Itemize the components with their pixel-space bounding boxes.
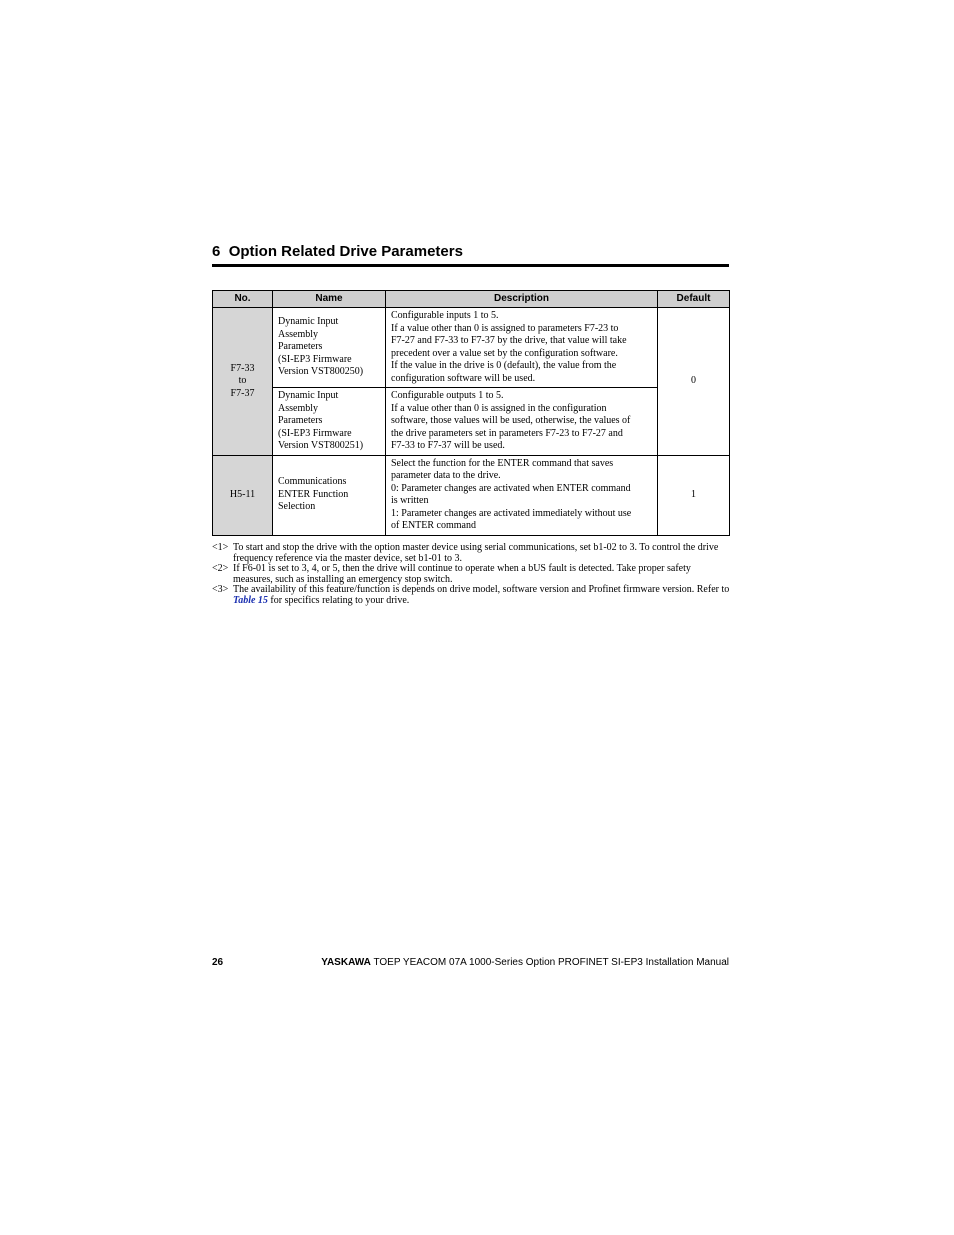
table-15-link[interactable]: Table 15 <box>233 594 268 606</box>
table-header-row <box>213 291 730 308</box>
name-line: Version VST800250) <box>278 366 364 378</box>
table-row <box>213 308 730 388</box>
footnote-3 <box>212 585 732 606</box>
desc-line: Configurable outputs 1 to 5. <box>391 390 504 401</box>
footnote-tag: <1> <box>212 542 229 553</box>
desc-line: precedent over a value set by the configuration software. <box>391 347 618 359</box>
desc-line: parameter data to the drive. <box>391 470 501 481</box>
param-name-enter-function <box>273 455 386 535</box>
name-line: Dynamic Input <box>278 390 339 401</box>
param-number-line: F7-33 <box>230 362 255 374</box>
param-description-outputs <box>386 388 658 456</box>
header-default: Default <box>658 291 730 308</box>
name-line: Parameters <box>278 415 323 426</box>
desc-line: 0: Parameter changes are activated when ENTER command <box>391 482 631 494</box>
desc-line: configuration software will be used. <box>391 372 536 384</box>
page-number: 26 <box>212 957 224 968</box>
footnote-tag: <3> <box>212 584 229 596</box>
desc-line: is written <box>391 495 429 506</box>
name-line: (SI-EP3 Firmware <box>278 427 352 439</box>
name-line: Communications <box>278 476 347 488</box>
desc-line: the drive parameters set in parameters F7-23 to F7-27 and <box>391 427 623 439</box>
manual-name: TOEP YEACOM 07A 1000-Series Option PROFINET SI-EP3 Installation Manual <box>370 957 729 968</box>
footnotes <box>212 543 732 607</box>
manual-title <box>321 957 729 968</box>
param-default-h5-11: 1 <box>658 455 730 535</box>
header-name: Name <box>273 291 386 308</box>
table-row <box>213 455 730 535</box>
name-line: Selection <box>278 501 316 513</box>
param-name-input-assembly <box>273 308 386 388</box>
name-line: Assembly <box>278 328 318 340</box>
desc-line: F7-27 and F7-33 to F7-37 by the drive, that value will take <box>391 335 627 346</box>
desc-line: If a value other than 0 is assigned in the configuration <box>391 402 607 414</box>
header-description: Description <box>386 291 658 308</box>
section-number: 6 <box>212 243 221 260</box>
desc-line: Configurable inputs 1 to 5. <box>391 310 499 321</box>
parameter-table <box>212 290 730 536</box>
footnote-text: If F6-01 is set to 3, 4, or 5, then the drive will continue to operate when a bUS fault is detected. Take proper safety measures, such as installing an emergency stop switch. <box>233 563 691 585</box>
header-no: No. <box>213 291 273 308</box>
name-line: (SI-EP3 Firmware <box>278 353 352 365</box>
name-line: Version VST800251) <box>278 440 364 451</box>
name-line: Assembly <box>278 402 318 414</box>
footnote-text: The availability of this feature/function is depends on drive model, software version and Profinet firmware version. Refer to <box>233 584 730 596</box>
footnote-text: To start and stop the drive with the option master device using serial communications, set b1-02 to 3. To control the drive frequency reference via the master device, set b1-01 to 3. <box>233 542 719 564</box>
param-number-f7-33 <box>213 308 273 456</box>
section-heading: Option Related Drive Parameters <box>228 243 463 260</box>
name-line: Dynamic Input <box>278 316 339 328</box>
desc-line: software, those values will be used, otherwise, the values of <box>391 415 631 426</box>
desc-line: Select the function for the ENTER command that saves <box>391 457 614 469</box>
section-rule <box>212 264 729 267</box>
param-number-h5-11: H5-11 <box>213 455 273 535</box>
desc-line: If the value in the drive is 0 (default), the value from the <box>391 360 617 371</box>
brand-name: YASKAWA <box>321 957 371 968</box>
param-default-f7-33: 0 <box>658 308 730 456</box>
footnote-tag: <2> <box>212 563 229 575</box>
section-title <box>212 243 729 260</box>
param-description-inputs <box>386 308 658 388</box>
param-number-line: F7-37 <box>230 387 255 399</box>
footnote-text: for specifics relating to your drive. <box>267 594 410 606</box>
param-name-output-assembly <box>273 388 386 456</box>
param-number-line: to <box>238 375 247 386</box>
desc-line: of ENTER command <box>391 520 476 531</box>
name-line: ENTER Function <box>278 488 349 500</box>
footnote-2 <box>212 564 732 585</box>
desc-line: 1: Parameter changes are activated immediately without use <box>391 507 632 519</box>
param-description-enter-function <box>386 455 658 535</box>
table-row <box>213 388 730 456</box>
footnote-1 <box>212 543 732 564</box>
desc-line: If a value other than 0 is assigned to parameters F7-23 to <box>391 322 619 334</box>
name-line: Parameters <box>278 341 323 353</box>
desc-line: F7-33 to F7-37 will be used. <box>391 440 505 451</box>
